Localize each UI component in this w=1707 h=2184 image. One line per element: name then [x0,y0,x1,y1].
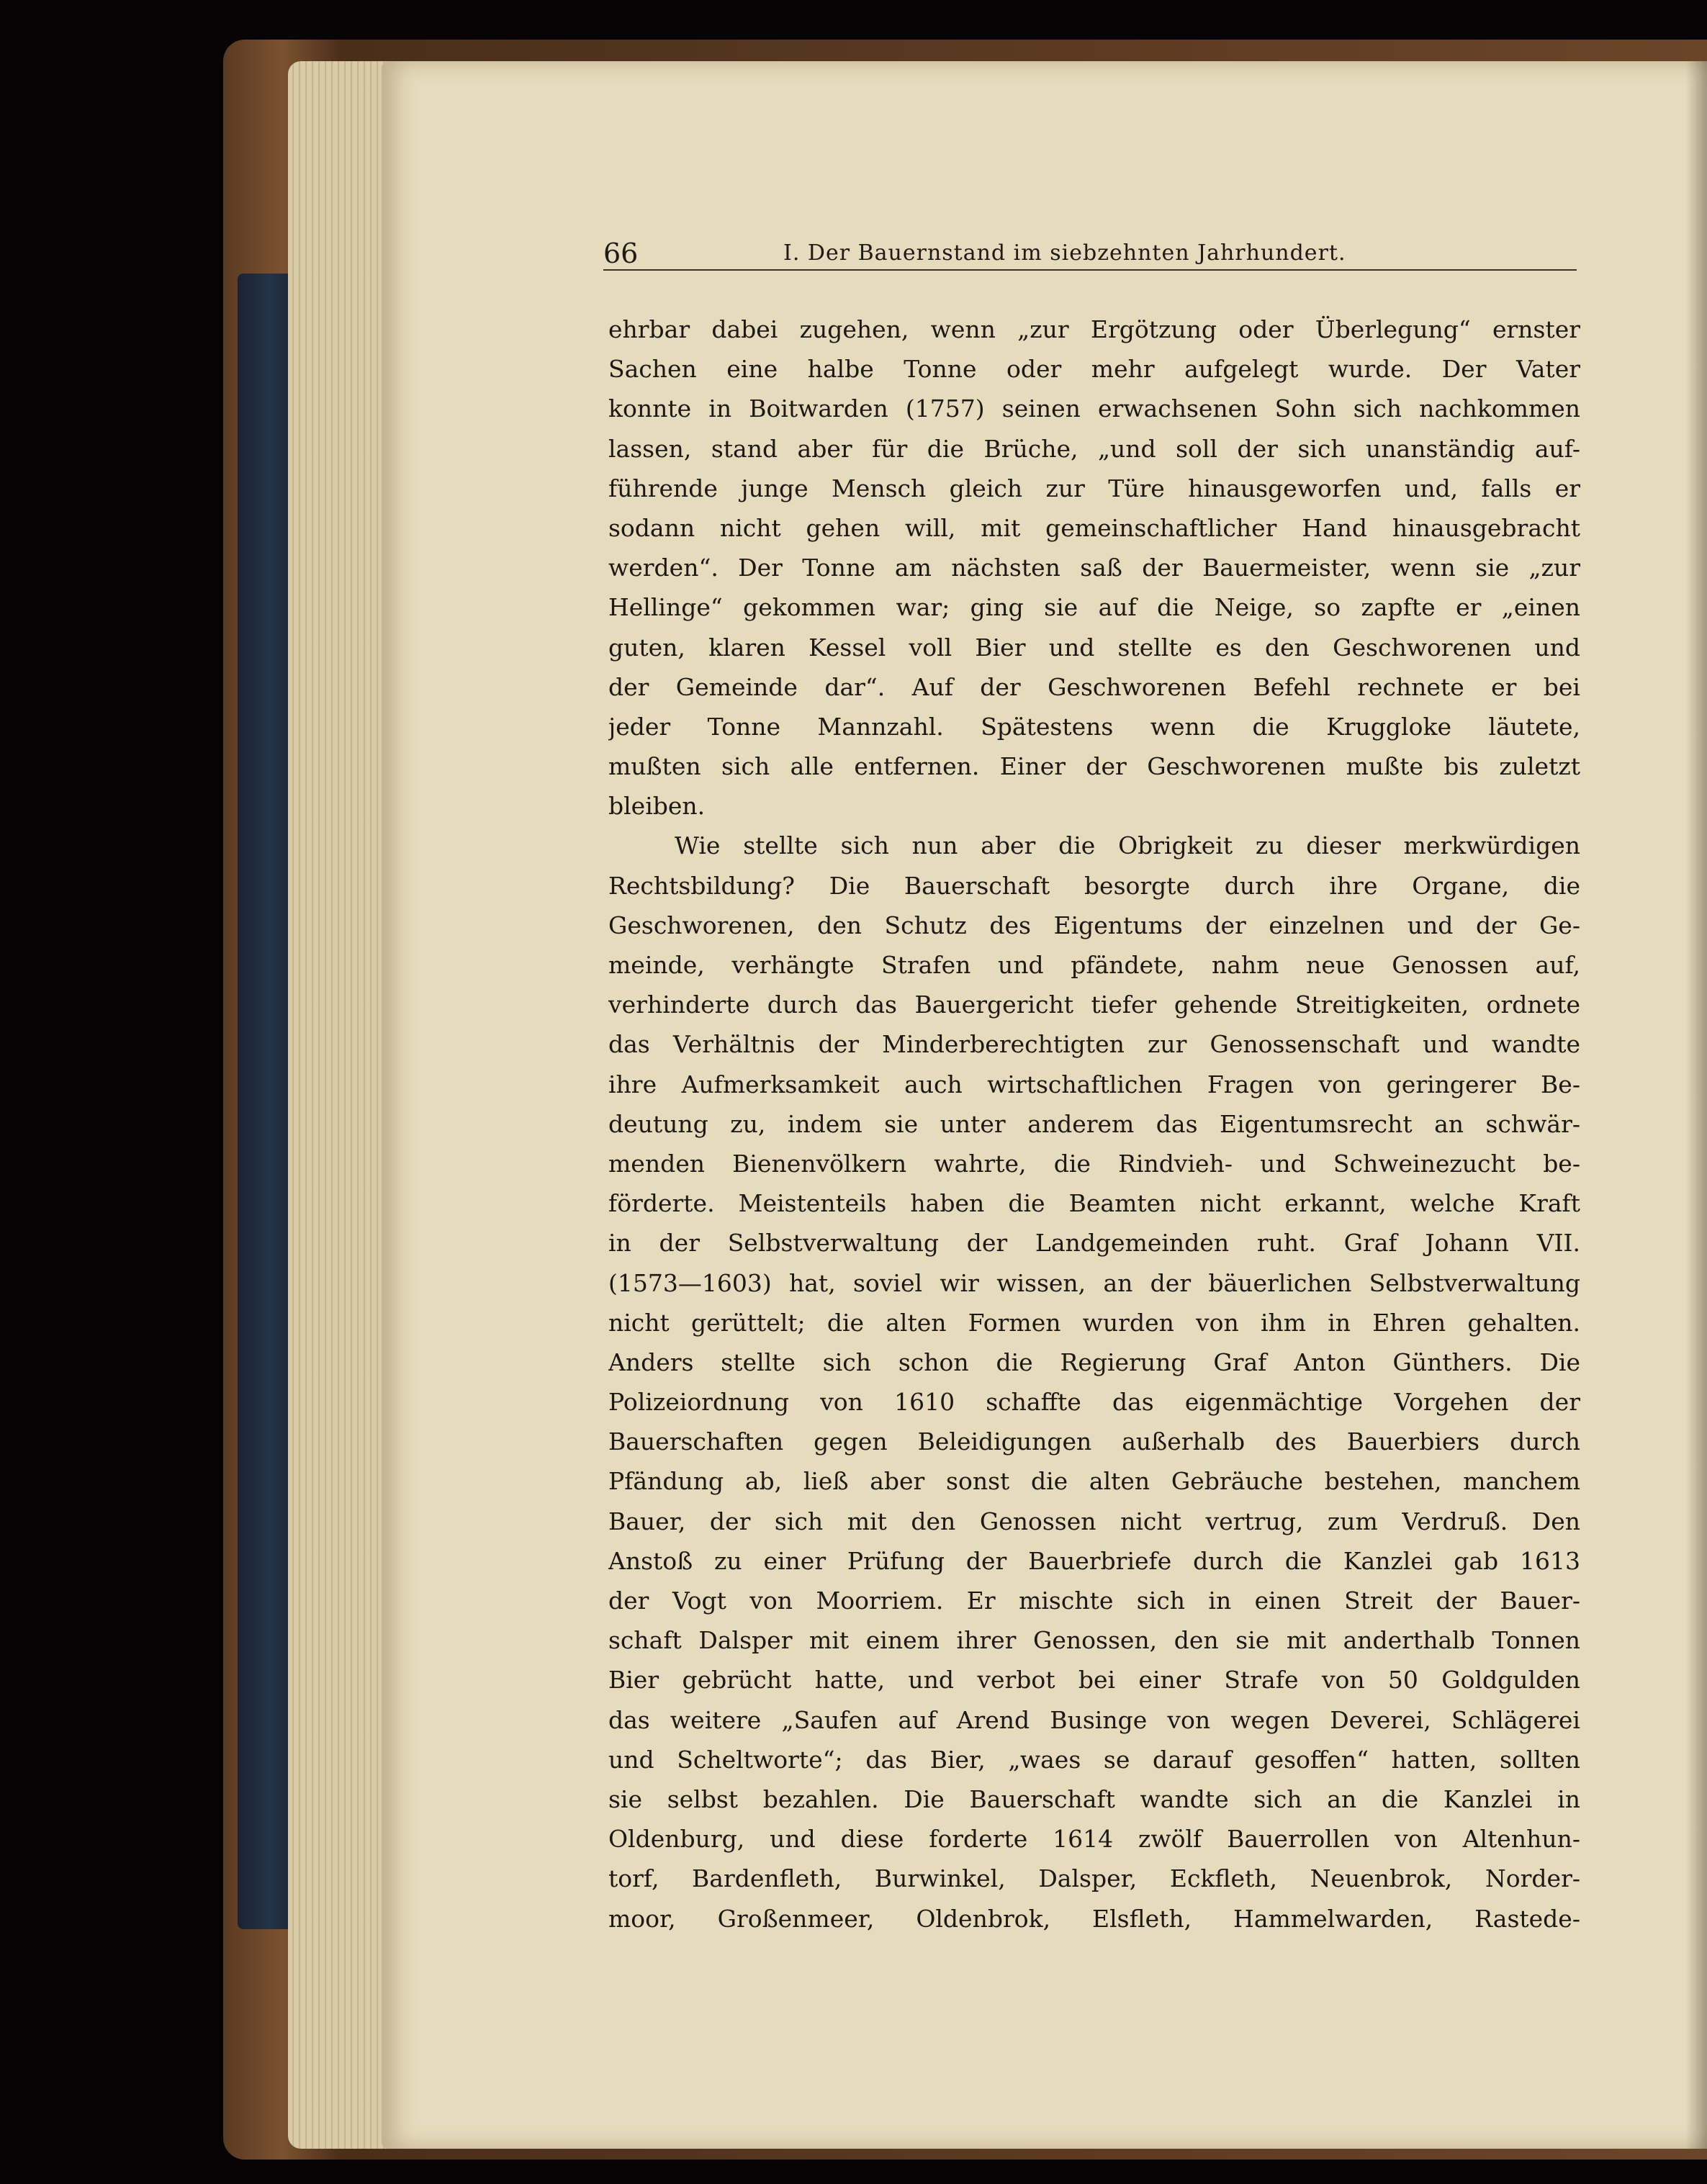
text-line: nicht gerüttelt; die alten Formen wurden von ihm in Ehren gehalten. [608,1308,1580,1337]
text-line: menden Bienenvölkern wahrte, die Rindvieh- und Schweinezucht be- [608,1149,1580,1178]
text-line: werden“. Der Tonne am nächsten saß der Bauermeister, wenn sie „zur [608,554,1580,582]
text-line: förderte. Meistenteils haben die Beamten nicht erkannt, welche Kraft [608,1189,1580,1218]
text-line: verhinderte durch das Bauergericht tiefer gehende Streitigkeiten, ordnete [608,991,1580,1019]
text-line: Sachen eine halbe Tonne oder mehr aufgelegt wurde. Der Vater [608,355,1580,384]
body-text [608,310,1580,1939]
page-number: 66 [603,238,639,269]
text-line: Oldenburg, und diese forderte 1614 zwölf Bauerrollen von Altenhun- [608,1825,1580,1854]
text-line: Rechtsbildung? Die Bauerschaft besorgte durch ihre Organe, die [608,871,1580,900]
text-line: moor, Großenmeer, Oldenbrok, Elsfleth, Hammelwarden, Rastede- [608,1904,1580,1933]
text-line: jeder Tonne Mannzahl. Spätestens wenn die Kruggloke läutete, [608,712,1580,741]
text-line: schaft Dalsper mit einem ihrer Genossen, den sie mit anderthalb Tonnen [608,1626,1580,1655]
text-line: und Scheltworte“; das Bier, „waes se darauf gesoffen“ hatten, sollten [608,1745,1580,1774]
text-line: ehrbar dabei zugehen, wenn „zur Ergötzung oder Überlegung“ ernster [608,315,1580,343]
paragraph-start-line: Wie stellte sich nun aber die Obrigkeit zu dieser merkwürdigen [675,831,1580,860]
text-line: konnte in Boitwarden (1757) seinen erwachsenen Sohn sich nachkommen [608,394,1580,423]
text-line: ihre Aufmerksamkeit auch wirtschaftlichen Fragen von geringerer Be- [608,1070,1580,1098]
text-line: (1573—1603) hat, soviel wir wissen, an der bäuerlichen Selbstverwaltung [608,1268,1580,1297]
text-line: in der Selbstverwaltung der Landgemeinden ruht. Graf Johann VII. [608,1229,1580,1258]
text-line: der Vogt von Moorriem. Er mischte sich in einen Streit der Bauer- [608,1587,1580,1615]
running-head: I. Der Bauernstand im siebzehnten Jahrhundert. [783,240,1346,266]
text-line: Anders stellte sich schon die Regierung Graf Anton Günthers. Die [608,1348,1580,1376]
text-line: meinde, verhängte Strafen und pfändete, nahm neue Genossen auf, [608,951,1580,979]
text-line: das weitere „Saufen auf Arend Businge von wegen Deverei, Schlägerei [608,1705,1580,1734]
text-line: sie selbst bezahlen. Die Bauerschaft wandte sich an die Kanzlei in [608,1784,1580,1813]
paragraph-end-line: bleiben. [608,792,706,821]
text-line: Polizeiordnung von 1610 schaffte das eigenmächtige Vorgehen der [608,1388,1580,1417]
text-line: Geschworenen, den Schutz des Eigentums der einzelnen und der Ge- [608,911,1580,939]
text-line: Pfändung ab, ließ aber sonst die alten Gebräuche bestehen, manchem [608,1467,1580,1496]
text-line: Bauer, der sich mit den Genossen nicht vertrug, zum Verdruß. Den [608,1507,1580,1535]
text-line: mußten sich alle entfernen. Einer der Geschworenen mußte bis zuletzt [608,752,1580,781]
text-line: der Gemeinde dar“. Auf der Geschworenen Befehl rechnete er bei [608,672,1580,701]
text-line: Bier gebrücht hatte, und verbot bei einer Strafe von 50 Goldgulden [608,1666,1580,1695]
page-header [603,238,1577,271]
text-line: deutung zu, indem sie unter anderem das Eigentumsrecht an schwär- [608,1109,1580,1138]
text-line: torf, Bardenfleth, Burwinkel, Dalsper, Eckfleth, Neuenbrok, Norder- [608,1864,1580,1893]
page-gutter-shadow [1685,61,1707,2149]
text-line: Anstoß zu einer Prüfung der Bauerbriefe durch die Kanzlei gab 1613 [608,1546,1580,1575]
text-line: lassen, stand aber für die Brüche, „und soll der sich unanständig auf- [608,434,1580,463]
text-line: Hellinge“ gekommen war; ging sie auf die Neige, so zapfte er „einen [608,593,1580,622]
text-line: guten, klaren Kessel voll Bier und stellte es den Geschworenen und [608,633,1580,662]
text-line: das Verhältnis der Minderberechtigten zur Genossenschaft und wandte [608,1030,1580,1059]
text-line: Bauerschaften gegen Beleidigungen außerhalb des Bauerbiers durch [608,1427,1580,1456]
text-line: sodann nicht gehen will, mit gemeinschaftlicher Hand hinausgebracht [608,513,1580,542]
text-line: führende junge Mensch gleich zur Türe hinausgeworfen und, falls er [608,474,1580,502]
